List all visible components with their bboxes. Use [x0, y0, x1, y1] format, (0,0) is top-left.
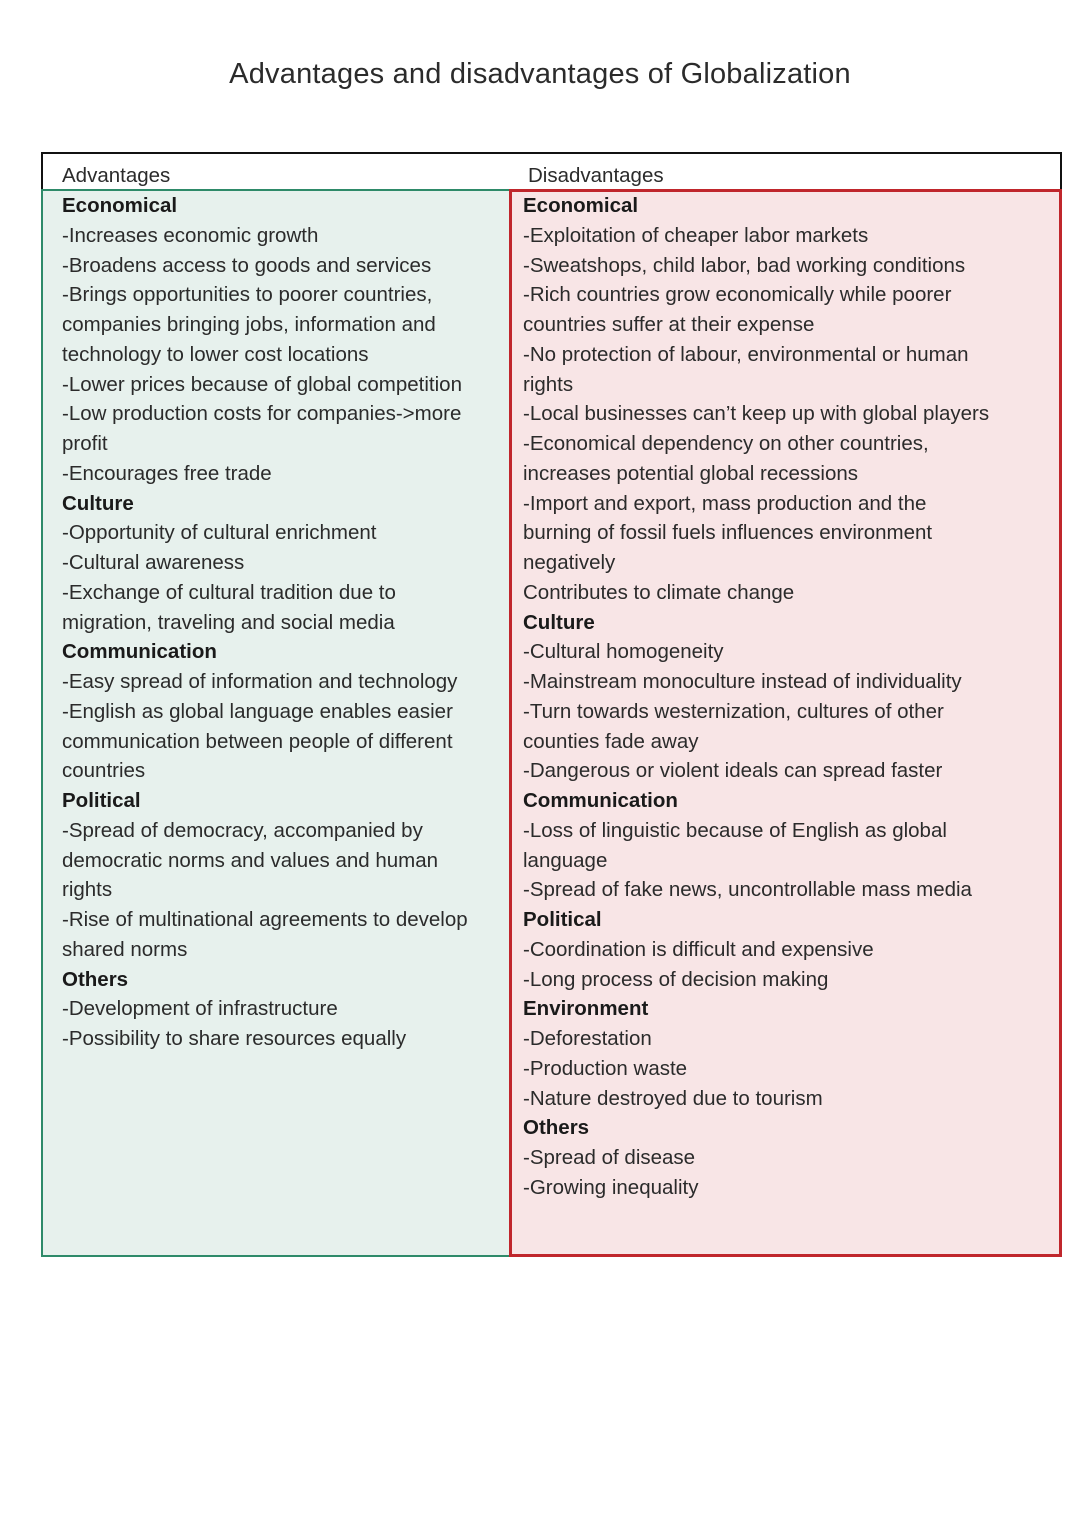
advantage-section-heading: Political [62, 789, 141, 812]
advantages-body [41, 189, 511, 1257]
disadvantages-header-label: Disadvantages [528, 164, 664, 187]
disadvantage-list-item: -Dangerous or violent ideals can spread faster [523, 759, 943, 783]
disadvantage-list-item: -Nature destroyed due to tourism [523, 1086, 823, 1110]
advantage-list-item: -Increases economic growth [62, 223, 319, 247]
advantage-list-item: -Cultural awareness [62, 551, 245, 574]
disadvantage-list-item: -Rich countries grow economically while poorer [523, 283, 952, 307]
disadvantage-list-item: counties fade away [523, 729, 699, 753]
disadvantage-section-heading: Communication [523, 789, 678, 812]
disadvantage-list-item: -Long process of decision making [523, 967, 829, 991]
disadvantages-list [523, 191, 1053, 1203]
advantages-list [62, 191, 503, 1054]
disadvantage-list-item: -Coordination is difficult and expensive [523, 937, 874, 961]
advantage-list-item: -Brings opportunities to poorer countries, [62, 283, 433, 307]
advantage-list-item: -Rise of multinational agreements to develop [62, 908, 468, 931]
advantage-section-heading: Economical [62, 194, 178, 217]
advantage-list-item: countries [62, 759, 146, 783]
advantage-section-heading: Communication [62, 640, 217, 664]
disadvantage-list-item: -Import and export, mass production and the [523, 491, 927, 515]
advantage-list-item: -Easy spread of information and technology [62, 670, 458, 693]
disadvantages-column [509, 152, 1062, 1257]
disadvantage-section-heading: Culture [523, 610, 595, 634]
disadvantage-list-item: increases potential global recessions [523, 461, 859, 485]
disadvantage-list-item: -Spread of disease [523, 1146, 696, 1169]
disadvantages-body [509, 189, 1062, 1257]
disadvantage-section-heading: Environment [523, 997, 649, 1021]
advantages-column [41, 152, 511, 1257]
advantage-list-item: shared norms [62, 937, 188, 961]
advantage-list-item: -Exchange of cultural tradition due to [62, 580, 396, 604]
disadvantage-list-item: -Economical dependency on other countries, [523, 432, 929, 455]
advantage-list-item: -Low production costs for companies->more [62, 402, 462, 426]
advantage-list-item: profit [62, 432, 108, 455]
comparison-table [41, 152, 1062, 1257]
disadvantage-list-item: -Production waste [523, 1056, 688, 1080]
advantage-list-item: -Lower prices because of global competition [62, 372, 462, 396]
disadvantage-list-item: negatively [523, 551, 616, 574]
advantage-list-item: communication between people of different [62, 729, 453, 753]
disadvantage-list-item: -Local businesses can’t keep up with global players [523, 402, 990, 426]
disadvantage-list-item: countries suffer at their expense [523, 313, 815, 336]
disadvantage-list-item: rights [523, 372, 574, 396]
disadvantage-list-item: Contributes to climate change [523, 580, 795, 604]
advantage-list-item: -Development of infrastructure [62, 997, 338, 1021]
disadvantage-list-item: -Cultural homogeneity [523, 640, 724, 664]
disadvantages-header [509, 152, 1062, 190]
advantage-list-item: -Possibility to share resources equally [62, 1027, 407, 1050]
disadvantage-list-item: -Deforestation [523, 1027, 652, 1050]
disadvantage-list-item: -No protection of labour, environmental or human [523, 342, 969, 366]
disadvantage-list-item: -Spread of fake news, uncontrollable mass media [523, 878, 972, 902]
disadvantage-list-item: -Loss of linguistic because of English as global [523, 818, 947, 842]
advantages-header [41, 152, 511, 190]
advantage-list-item: -Spread of democracy, accompanied by [62, 818, 423, 842]
advantage-list-item: -English as global language enables easier [62, 699, 453, 723]
advantage-list-item: migration, traveling and social media [62, 610, 395, 634]
disadvantage-list-item: -Sweatshops, child labor, bad working conditions [523, 253, 966, 277]
disadvantage-list-item: -Exploitation of cheaper labor markets [523, 223, 869, 247]
disadvantage-section-heading: Economical [523, 194, 639, 217]
disadvantage-section-heading: Political [523, 908, 602, 931]
advantage-list-item: companies bringing jobs, information and [62, 313, 436, 336]
disadvantage-list-item: language [523, 848, 608, 872]
advantage-section-heading: Culture [62, 491, 134, 515]
advantage-section-heading: Others [62, 967, 129, 991]
advantage-list-item: -Opportunity of cultural enrichment [62, 521, 377, 545]
advantage-list-item: rights [62, 878, 113, 902]
disadvantage-section-heading: Others [523, 1116, 590, 1140]
advantage-list-item: democratic norms and values and human [62, 848, 439, 872]
page-title: Advantages and disadvantages of Globalization [229, 58, 851, 90]
disadvantage-list-item: -Growing inequality [523, 1175, 699, 1199]
advantage-list-item: -Encourages free trade [62, 461, 272, 485]
advantage-list-item: technology to lower cost locations [62, 342, 369, 366]
advantages-header-label: Advantages [62, 164, 171, 187]
advantage-list-item: -Broadens access to goods and services [62, 253, 432, 277]
disadvantage-list-item: -Turn towards westernization, cultures of other [523, 699, 944, 723]
disadvantage-list-item: burning of fossil fuels influences environment [523, 521, 933, 545]
disadvantage-list-item: -Mainstream monoculture instead of individuality [523, 670, 962, 693]
